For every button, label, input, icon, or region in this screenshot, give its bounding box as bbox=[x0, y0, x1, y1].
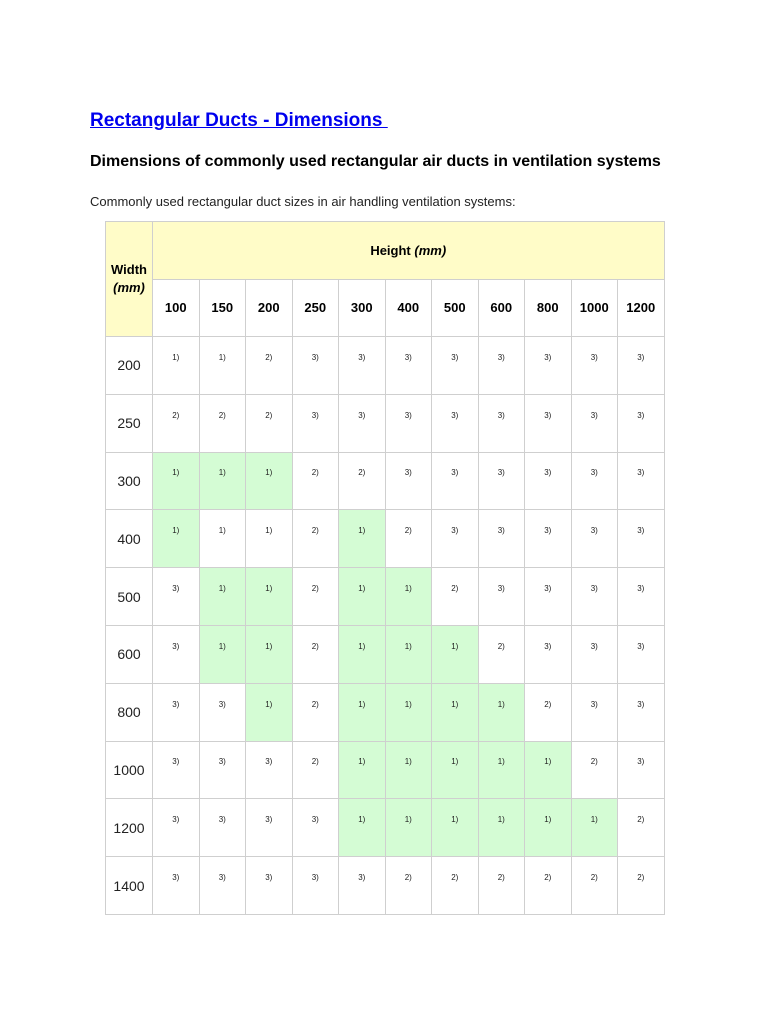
table-cell bbox=[339, 394, 386, 452]
cell-note: 1) bbox=[218, 352, 226, 362]
table-cell bbox=[199, 568, 246, 626]
table-cell bbox=[246, 568, 293, 626]
table-cell bbox=[432, 799, 479, 857]
table-cell bbox=[292, 568, 339, 626]
cell-note: 2) bbox=[544, 699, 552, 709]
cell-note: 2) bbox=[590, 757, 598, 767]
cell-note: 3) bbox=[451, 468, 459, 478]
table-cell bbox=[199, 510, 246, 568]
cell-note: 3) bbox=[497, 352, 505, 362]
table-cell bbox=[525, 337, 572, 395]
height-column-header: 500 bbox=[432, 279, 479, 337]
cell-note: 3) bbox=[311, 873, 319, 883]
cell-note: 3) bbox=[404, 410, 412, 420]
table-cell bbox=[153, 452, 200, 510]
width-row-label: 500 bbox=[106, 568, 153, 626]
width-row-label: 200 bbox=[106, 337, 153, 395]
table-cell bbox=[153, 857, 200, 915]
table-cell bbox=[571, 394, 618, 452]
table-cell bbox=[478, 394, 525, 452]
table-cell bbox=[571, 510, 618, 568]
cell-note: 3) bbox=[590, 699, 598, 709]
table-cell bbox=[571, 857, 618, 915]
table-cell bbox=[571, 741, 618, 799]
cell-note: 1) bbox=[358, 584, 366, 594]
cell-note: 2) bbox=[172, 410, 180, 420]
height-column-header: 400 bbox=[385, 279, 432, 337]
table-cell bbox=[478, 799, 525, 857]
table-cell bbox=[385, 394, 432, 452]
table-row bbox=[106, 394, 665, 452]
table-cell bbox=[618, 741, 665, 799]
table-row bbox=[106, 337, 665, 395]
cell-note: 1) bbox=[497, 699, 505, 709]
cell-note: 1) bbox=[451, 699, 459, 709]
table-cell bbox=[478, 683, 525, 741]
table-cell bbox=[153, 741, 200, 799]
table-cell bbox=[385, 625, 432, 683]
table-cell bbox=[246, 510, 293, 568]
table-cell bbox=[385, 337, 432, 395]
cell-note: 2) bbox=[265, 352, 273, 362]
cell-note: 1) bbox=[358, 526, 366, 536]
table-cell bbox=[571, 452, 618, 510]
table-cell bbox=[432, 741, 479, 799]
table-row bbox=[106, 568, 665, 626]
table-cell bbox=[525, 741, 572, 799]
table-cell bbox=[339, 799, 386, 857]
cell-note: 3) bbox=[172, 757, 180, 767]
cell-note: 2) bbox=[451, 584, 459, 594]
table-cell bbox=[339, 337, 386, 395]
table-header-row bbox=[106, 222, 665, 280]
table-cell bbox=[339, 625, 386, 683]
table-cell bbox=[292, 394, 339, 452]
table-cell bbox=[571, 337, 618, 395]
cell-note: 3) bbox=[544, 410, 552, 420]
intro-text: Commonly used rectangular duct sizes in air handling ventilation systems: bbox=[90, 194, 516, 209]
table-cell bbox=[525, 857, 572, 915]
cell-note: 3) bbox=[172, 815, 180, 825]
table-cell bbox=[385, 683, 432, 741]
cell-note: 2) bbox=[358, 468, 366, 478]
table-cell bbox=[432, 510, 479, 568]
table-cell bbox=[292, 857, 339, 915]
cell-note: 1) bbox=[497, 815, 505, 825]
table-cell bbox=[618, 857, 665, 915]
width-header-label: Width bbox=[111, 262, 147, 277]
cell-note: 1) bbox=[451, 641, 459, 651]
cell-note: 1) bbox=[590, 815, 598, 825]
height-header-label: Height bbox=[370, 242, 411, 258]
cell-note: 3) bbox=[497, 468, 505, 478]
cell-note: 3) bbox=[637, 468, 645, 478]
cell-note: 3) bbox=[404, 468, 412, 478]
table-cell bbox=[246, 394, 293, 452]
cell-note: 1) bbox=[404, 757, 412, 767]
table-cell bbox=[432, 337, 479, 395]
cell-note: 3) bbox=[451, 410, 459, 420]
cell-note: 2) bbox=[544, 873, 552, 883]
cell-note: 1) bbox=[265, 699, 273, 709]
table-cell bbox=[432, 452, 479, 510]
cell-note: 2) bbox=[311, 641, 319, 651]
height-column-header: 800 bbox=[525, 279, 572, 337]
table-cell bbox=[385, 857, 432, 915]
cell-note: 1) bbox=[265, 584, 273, 594]
page-subtitle: Dimensions of commonly used rectangular air ducts in ventilation systems bbox=[90, 153, 661, 170]
cell-note: 2) bbox=[311, 757, 319, 767]
cell-note: 1) bbox=[451, 815, 459, 825]
height-column-header: 600 bbox=[478, 279, 525, 337]
cell-note: 1) bbox=[451, 757, 459, 767]
width-row-label: 300 bbox=[106, 452, 153, 510]
height-column-header: 1000 bbox=[571, 279, 618, 337]
width-row-label: 600 bbox=[106, 625, 153, 683]
height-header bbox=[153, 222, 665, 280]
cell-note: 2) bbox=[497, 641, 505, 651]
table-cell bbox=[432, 394, 479, 452]
cell-note: 2) bbox=[497, 873, 505, 883]
cell-note: 3) bbox=[544, 641, 552, 651]
table-row bbox=[106, 452, 665, 510]
cell-note: 2) bbox=[637, 873, 645, 883]
cell-note: 1) bbox=[172, 468, 180, 478]
width-row-label: 800 bbox=[106, 683, 153, 741]
table-cell bbox=[246, 337, 293, 395]
width-row-label: 1000 bbox=[106, 741, 153, 799]
table-cell bbox=[571, 568, 618, 626]
table-cell bbox=[478, 741, 525, 799]
cell-note: 1) bbox=[404, 699, 412, 709]
table-cell bbox=[432, 857, 479, 915]
cell-note: 1) bbox=[404, 584, 412, 594]
table-cell bbox=[571, 625, 618, 683]
table-cell bbox=[292, 741, 339, 799]
cell-note: 1) bbox=[358, 757, 366, 767]
table-cell bbox=[525, 510, 572, 568]
cell-note: 2) bbox=[404, 526, 412, 536]
cell-note: 1) bbox=[172, 352, 180, 362]
cell-note: 3) bbox=[544, 526, 552, 536]
table-cell bbox=[525, 799, 572, 857]
cell-note: 1) bbox=[218, 468, 226, 478]
cell-note: 1) bbox=[404, 641, 412, 651]
width-row-label: 1400 bbox=[106, 857, 153, 915]
cell-note: 1) bbox=[265, 468, 273, 478]
table-cell bbox=[246, 799, 293, 857]
table-cell bbox=[292, 510, 339, 568]
cell-note: 3) bbox=[358, 352, 366, 362]
height-column-header: 1200 bbox=[618, 279, 665, 337]
table-row bbox=[106, 625, 665, 683]
cell-note: 3) bbox=[311, 410, 319, 420]
table-cell bbox=[478, 857, 525, 915]
table-cell bbox=[478, 452, 525, 510]
cell-note: 3) bbox=[544, 584, 552, 594]
table-cell bbox=[153, 625, 200, 683]
cell-note: 3) bbox=[497, 410, 505, 420]
table-cell bbox=[478, 510, 525, 568]
table-cell bbox=[571, 683, 618, 741]
table-cell bbox=[618, 452, 665, 510]
cell-note: 3) bbox=[218, 815, 226, 825]
table-cell bbox=[525, 625, 572, 683]
table-cell bbox=[153, 337, 200, 395]
cell-note: 2) bbox=[265, 410, 273, 420]
cell-note: 2) bbox=[637, 815, 645, 825]
cell-note: 3) bbox=[265, 757, 273, 767]
cell-note: 3) bbox=[590, 410, 598, 420]
table-cell bbox=[292, 683, 339, 741]
cell-note: 3) bbox=[590, 584, 598, 594]
cell-note: 1) bbox=[218, 641, 226, 651]
page-title-link[interactable]: Rectangular Ducts - Dimensions bbox=[90, 110, 388, 131]
cell-note: 3) bbox=[590, 526, 598, 536]
table-cell bbox=[199, 394, 246, 452]
table-cell bbox=[246, 741, 293, 799]
table-cell bbox=[339, 568, 386, 626]
table-cell bbox=[246, 857, 293, 915]
table-cell bbox=[199, 799, 246, 857]
table-cell bbox=[478, 625, 525, 683]
height-column-header: 150 bbox=[199, 279, 246, 337]
table-cell bbox=[385, 452, 432, 510]
cell-note: 1) bbox=[497, 757, 505, 767]
cell-note: 2) bbox=[311, 584, 319, 594]
cell-note: 2) bbox=[451, 873, 459, 883]
cell-note: 3) bbox=[218, 699, 226, 709]
cell-note: 1) bbox=[172, 526, 180, 536]
height-column-header: 250 bbox=[292, 279, 339, 337]
cell-note: 3) bbox=[590, 641, 598, 651]
cell-note: 3) bbox=[358, 410, 366, 420]
cell-note: 3) bbox=[544, 468, 552, 478]
cell-note: 3) bbox=[637, 526, 645, 536]
table-cell bbox=[339, 452, 386, 510]
cell-note: 3) bbox=[172, 584, 180, 594]
table-row bbox=[106, 857, 665, 915]
width-row-label: 1200 bbox=[106, 799, 153, 857]
cell-note: 3) bbox=[218, 757, 226, 767]
height-column-header: 200 bbox=[246, 279, 293, 337]
table-cell bbox=[618, 625, 665, 683]
table-cell bbox=[432, 625, 479, 683]
cell-note: 1) bbox=[218, 584, 226, 594]
height-header-unit: (mm) bbox=[414, 242, 447, 258]
table-cell bbox=[478, 337, 525, 395]
cell-note: 3) bbox=[637, 352, 645, 362]
cell-note: 3) bbox=[311, 815, 319, 825]
table-cell bbox=[153, 683, 200, 741]
cell-note: 2) bbox=[311, 468, 319, 478]
cell-note: 3) bbox=[637, 641, 645, 651]
table-cell bbox=[292, 452, 339, 510]
table-cell bbox=[199, 683, 246, 741]
table-cell bbox=[618, 568, 665, 626]
cell-note: 1) bbox=[358, 699, 366, 709]
cell-note: 2) bbox=[590, 873, 598, 883]
width-header-unit: (mm) bbox=[113, 280, 145, 295]
cell-note: 3) bbox=[172, 873, 180, 883]
cell-note: 2) bbox=[218, 410, 226, 420]
cell-note: 2) bbox=[404, 873, 412, 883]
height-column-header: 300 bbox=[339, 279, 386, 337]
cell-note: 3) bbox=[590, 468, 598, 478]
table-cell bbox=[618, 799, 665, 857]
table-cell bbox=[525, 568, 572, 626]
cell-note: 3) bbox=[265, 873, 273, 883]
cell-note: 1) bbox=[358, 641, 366, 651]
cell-note: 2) bbox=[311, 526, 319, 536]
table-cell bbox=[246, 625, 293, 683]
cell-note: 1) bbox=[218, 526, 226, 536]
cell-note: 3) bbox=[590, 352, 598, 362]
height-values-row bbox=[106, 279, 665, 337]
table-cell bbox=[199, 452, 246, 510]
cell-note: 3) bbox=[218, 873, 226, 883]
height-column-header: 100 bbox=[153, 279, 200, 337]
table-cell bbox=[618, 510, 665, 568]
table-cell bbox=[385, 568, 432, 626]
cell-note: 1) bbox=[358, 815, 366, 825]
table-cell bbox=[199, 741, 246, 799]
width-row-label: 400 bbox=[106, 510, 153, 568]
cell-note: 1) bbox=[404, 815, 412, 825]
cell-note: 1) bbox=[265, 526, 273, 536]
table-cell bbox=[478, 568, 525, 626]
cell-note: 3) bbox=[311, 352, 319, 362]
table-cell bbox=[385, 741, 432, 799]
cell-note: 3) bbox=[497, 526, 505, 536]
cell-note: 3) bbox=[637, 584, 645, 594]
table-cell bbox=[339, 741, 386, 799]
table-cell bbox=[153, 799, 200, 857]
cell-note: 3) bbox=[637, 757, 645, 767]
table-cell bbox=[571, 799, 618, 857]
cell-note: 3) bbox=[172, 699, 180, 709]
table-cell bbox=[199, 857, 246, 915]
cell-note: 1) bbox=[544, 815, 552, 825]
table-cell bbox=[292, 799, 339, 857]
table-cell bbox=[385, 510, 432, 568]
table-cell bbox=[525, 452, 572, 510]
cell-note: 3) bbox=[637, 410, 645, 420]
table-row bbox=[106, 741, 665, 799]
cell-note: 3) bbox=[172, 641, 180, 651]
table-cell bbox=[339, 510, 386, 568]
table-cell bbox=[199, 625, 246, 683]
table-cell bbox=[339, 857, 386, 915]
table-row bbox=[106, 799, 665, 857]
table-cell bbox=[618, 337, 665, 395]
cell-note: 3) bbox=[358, 873, 366, 883]
cell-note: 1) bbox=[544, 757, 552, 767]
table-cell bbox=[339, 683, 386, 741]
cell-note: 3) bbox=[544, 352, 552, 362]
table-cell bbox=[432, 568, 479, 626]
table-cell bbox=[153, 510, 200, 568]
cell-note: 3) bbox=[451, 352, 459, 362]
width-row-label: 250 bbox=[106, 394, 153, 452]
table-cell bbox=[618, 394, 665, 452]
cell-note: 3) bbox=[404, 352, 412, 362]
table-cell bbox=[246, 452, 293, 510]
cell-note: 3) bbox=[451, 526, 459, 536]
table-row bbox=[106, 510, 665, 568]
cell-note: 1) bbox=[265, 641, 273, 651]
table-cell bbox=[432, 683, 479, 741]
table-cell bbox=[292, 337, 339, 395]
table-cell bbox=[525, 394, 572, 452]
duct-dimensions-table bbox=[105, 221, 665, 915]
table-cell bbox=[292, 625, 339, 683]
table-cell bbox=[385, 799, 432, 857]
table-cell bbox=[153, 394, 200, 452]
table-row bbox=[106, 683, 665, 741]
width-header bbox=[106, 222, 153, 337]
cell-note: 3) bbox=[265, 815, 273, 825]
cell-note: 3) bbox=[637, 699, 645, 709]
table-cell bbox=[153, 568, 200, 626]
table-cell bbox=[199, 337, 246, 395]
table-cell bbox=[618, 683, 665, 741]
table-cell bbox=[525, 683, 572, 741]
cell-note: 3) bbox=[497, 584, 505, 594]
table-cell bbox=[246, 683, 293, 741]
cell-note: 2) bbox=[311, 699, 319, 709]
